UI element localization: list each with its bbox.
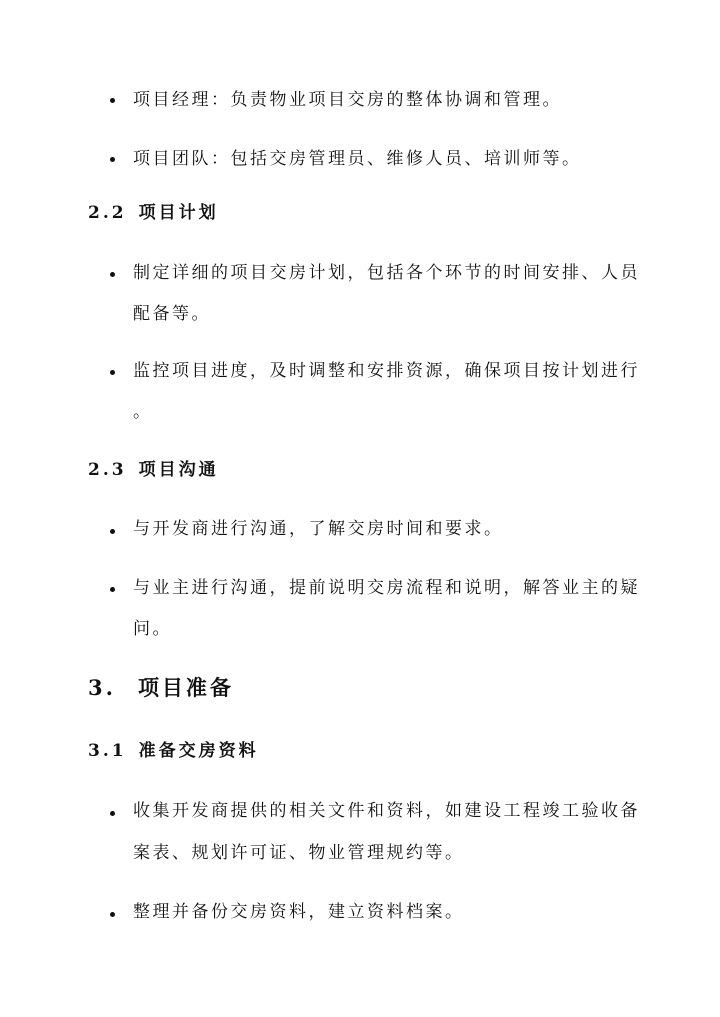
bullet-dot bbox=[110, 272, 115, 277]
section-heading-2-2 bbox=[88, 202, 219, 224]
list-item-owner-comm-line2: 问。 bbox=[133, 619, 172, 639]
bullet-dot bbox=[110, 587, 115, 592]
section-number: 3. bbox=[88, 675, 116, 700]
list-item-monitor-line2: 。 bbox=[133, 402, 153, 422]
bullet-dot bbox=[110, 912, 115, 917]
list-item-plan-line1: 制定详细的项目交房计划，包括各个环节的时间安排、人员 bbox=[133, 263, 640, 283]
section-title: 项目准备 bbox=[137, 675, 234, 700]
section-number: 2.3 bbox=[88, 460, 127, 480]
section-heading-3 bbox=[88, 675, 234, 701]
bullet-dot bbox=[110, 157, 115, 162]
bullet-dot bbox=[110, 529, 115, 534]
bullet-dot bbox=[110, 370, 115, 375]
list-item-project-manager: 项目经理：负责物业项目交房的整体协调和管理。 bbox=[133, 90, 562, 110]
list-item-plan-line2: 配备等。 bbox=[133, 304, 211, 324]
list-item-owner-comm-line1: 与业主进行沟通，提前说明交房流程和说明，解答业主的疑 bbox=[133, 578, 640, 598]
section-heading-3-1 bbox=[88, 740, 259, 762]
list-item-collect-line1: 收集开发商提供的相关文件和资料，如建设工程竣工验收备 bbox=[133, 801, 640, 821]
section-number: 3.1 bbox=[88, 741, 127, 761]
section-title: 准备交房资料 bbox=[138, 741, 259, 761]
bullet-dot bbox=[110, 98, 115, 103]
bullet-dot bbox=[110, 811, 115, 816]
list-item-collect-line2: 案表、规划许可证、物业管理规约等。 bbox=[133, 843, 465, 863]
list-item-project-team: 项目团队：包括交房管理员、维修人员、培训师等。 bbox=[133, 149, 582, 169]
section-heading-2-3 bbox=[88, 459, 219, 481]
section-number: 2.2 bbox=[88, 203, 127, 223]
section-title: 项目沟通 bbox=[138, 460, 219, 480]
list-item-archive: 整理并备份交房资料，建立资料档案。 bbox=[133, 902, 465, 922]
section-title: 项目计划 bbox=[138, 203, 219, 223]
list-item-monitor-line1: 监控项目进度，及时调整和安排资源，确保项目按计划进行 bbox=[133, 361, 640, 381]
list-item-developer-comm: 与开发商进行沟通，了解交房时间和要求。 bbox=[133, 519, 504, 539]
